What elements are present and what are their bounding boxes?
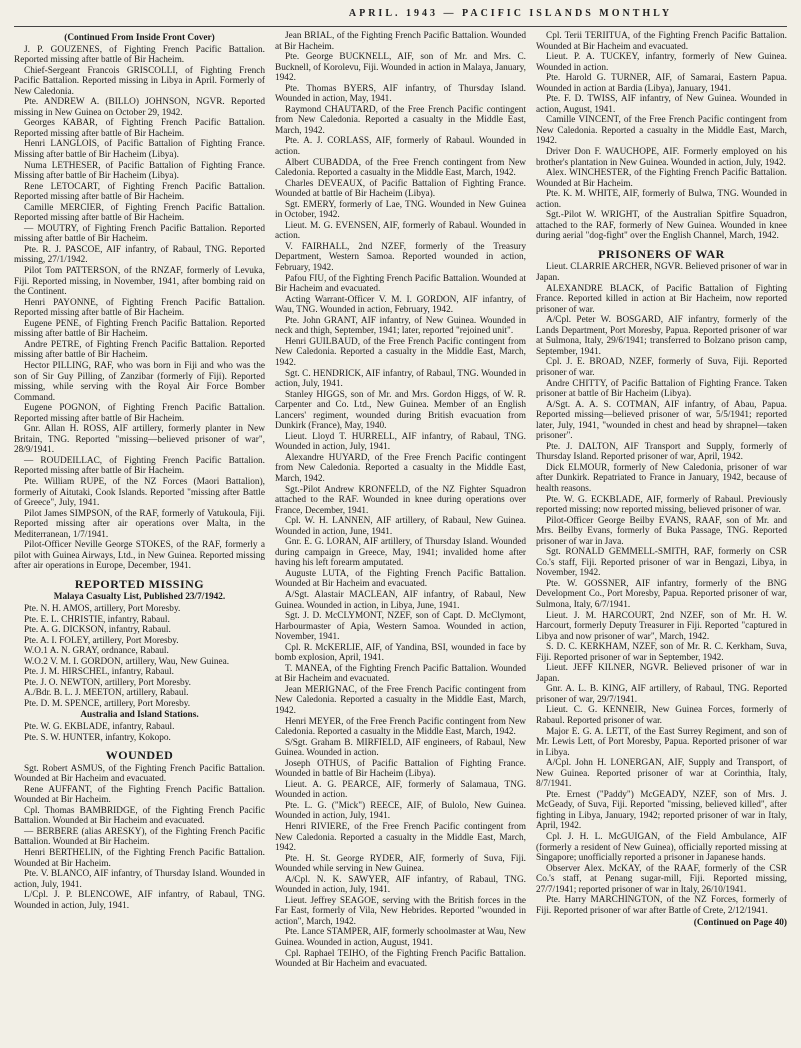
list-entry: Andre CHITTY, of Pacific Battalion of Fighting France. Taken prisoner at battle of Bir Hacheim (Libya).: [536, 378, 787, 400]
list-entry: Acting Warrant-Officer V. M. I. GORDON, AIF infantry, of Wau, TNG. Wounded in action, February, 1942.: [275, 294, 526, 316]
list-entry: Jean MERIGNAC, of the Free French Pacific contingent from New Caledonia. Reported a casualty in the Middle East, March, 1942.: [275, 684, 526, 716]
list-entry: Alexandre HUYARD, of the Free French Pacific contingent from New Caledonia. Reported a casualty in the Middle East, March, 1942.: [275, 452, 526, 484]
list-entry: Cpl. J. E. BROAD, NZEF, formerly of Suva, Fiji. Reported prisoner of war.: [536, 357, 787, 378]
prisoners-of-war-heading: PRISONERS OF WAR: [598, 246, 725, 261]
list-entry: Lieut. A. G. PEARCE, AIF, formerly of Salamaua, TNG. Wounded in action.: [275, 779, 526, 801]
list-entry: Pte. J. DALTON, AIF Transport and Supply, formerly of Thursday Island. Reported prisoner of war, April, 1942.: [536, 441, 787, 463]
list-entry: Pte. W. G. EKBLADE, infantry, Rabaul.: [24, 722, 175, 732]
list-entry: Lieut. P. A. TUCKEY, infantry, formerly of New Guinea. Wounded in action.: [536, 52, 787, 73]
continued-on-note: (Continued on Page 40): [693, 918, 787, 929]
list-entry: Sgt.-Pilot W. WRIGHT, of the Australian Spitfire Squadron, attached to the RAF, formerly of New Guinea. Wounded in knee during aerial "dog-fight" over the English Channel, March, 1942.: [536, 210, 787, 242]
list-entry: Pte. E. L. CHRISTIE, infantry, Rabaul.: [24, 614, 170, 625]
list-entry: A/Cpl. John H. LONERGAN, AIF, Supply and Transport, of New Guinea. Reported prisoner of war at Corinthia, Italy, 8/7/1941.: [536, 758, 787, 790]
list-entry: A./Bdr. B. L. J. MEETON, artillery, Rabaul.: [24, 688, 189, 699]
list-entry: Pte. W. GOSSNER, AIF infantry, formerly of the BNG Development Co., Port Moresby, Papua. Reported prisoner of war, Sulmona, Italy, 6/7/1941.: [536, 578, 787, 610]
column-1: [14, 31, 265, 1041]
list-entry: Sgt. J. D. McCLYMONT, NZEF, son of Capt. D. McClymont, Harbourmaster of Apia, Western Samoa. Wounded in action, November, 1941.: [275, 611, 526, 643]
list-entry: Pte. A. J. CORLASS, AIF, formerly of Rabaul. Wounded in action.: [275, 136, 526, 158]
list-entry: Lieut. Lloyd T. HURRELL, AIF infantry, of Rabaul, TNG. Wounded in action, July, 1941.: [275, 431, 526, 453]
malaya-casualty-heading: Malaya Casualty List, Published 23/7/1942.: [53, 592, 226, 603]
list-entry: Pte. A. G. DICKSON, infantry, Rabaul.: [24, 625, 171, 636]
list-entry: Cpl. Raphael TEIHO, of the Fighting French Pacific Battalion. Wounded at Bir Hacheim and evacuated.: [275, 948, 526, 970]
list-entry: Lieut. Jeffrey SEAGOE, serving with the British forces in the Far East, formerly of Vila, New Hebrides. Reported "wounded in action", March, 1942.: [275, 895, 526, 927]
list-entry: Sgt.-Pilot Andrew KRONFELD, of the NZ Fighter Squadron attached to the RAF. Wounded in knee during operations over France, December, 1941.: [275, 484, 526, 516]
list-entry: Rene LETOCART, of Fighting French Pacific Battalion. Reported missing after battle of Bir Hacheim.: [14, 181, 265, 203]
list-entry: W.O.1 A. N. GRAY, ordnance, Rabaul.: [24, 646, 169, 657]
column-2: [275, 31, 526, 1041]
list-entry: Gnr. A. L. B. KING, AIF artillery, of Rabaul, TNG. Reported prisoner of war, 29/7/1941.: [536, 684, 787, 705]
list-entry: A/Cpl. Peter W. BOSGARD, AIF infantry, formerly of the Lands Department, Port Moresby, Papua. Reported prisoner of war at Sulmona, Italy, 29/6/1941; transferred to Bolzano prison camp, September, 1941.: [536, 315, 787, 357]
list-entry: Lieut. CLARRIE ARCHER, NGVR. Believed prisoner of war in Japan.: [536, 262, 787, 284]
list-entry: — ROUDEILLAC, of Fighting French Pacific Battalion. Reported missing after battle of Bir Hacheim.: [14, 455, 265, 477]
australia-stations-heading: Australia and Island Stations.: [80, 710, 199, 721]
list-entry: Pte. William RUPE, of the NZ Forces (Maori Battalion), formerly of Aitutaki, Cook Islands. Reported "missing after Battle of Greece", July, 1941.: [14, 476, 265, 509]
list-entry: Pte. J. M. HIRSCHEL, infantry, Rabaul.: [24, 667, 174, 678]
list-entry: Henri BERTHELIN, of the Fighting French Pacific Battalion. Wounded at Bir Hacheim.: [14, 848, 265, 869]
list-entry: Eugene POGNON, of Fighting French Pacific Battalion. Reported missing after battle of Bir Hacheim.: [14, 403, 265, 424]
list-entry: Sgt. EMERY, formerly of Lae, TNG. Wounded in New Guinea in October, 1942.: [275, 199, 526, 221]
list-entry: Pte. H. St. George RYDER, AIF, formerly of Suva, Fiji. Wounded while serving in New Guinea.: [275, 853, 526, 875]
list-entry: J. P. GOUZENES, of Fighting French Pacific Battalion. Reported missing after battle of Bir Hacheim.: [14, 44, 265, 66]
list-entry: Sgt. RONALD GEMMELL-SMITH, RAF, formerly on CSR Co.'s staff, Fiji. Reported prisoner of war in Bengazi, Libya, in November, 1942.: [536, 547, 787, 579]
prisoner-entries: [536, 262, 787, 916]
list-entry: A/Sgt. A. A. S. COTMAN, AIF infantry, of Abau, Papua. Reported missing—believed prisoner of war, 5/5/1941; reported later, July, 1941, "wounded in chest and head by shrapnel—taken prisoner".: [536, 399, 787, 442]
list-entry: Cpl. Thomas BAMBRIDGE, of the Fighting French Pacific Battalion. Wounded at Bir Hacheim and evacuated.: [14, 805, 265, 827]
list-entry: Henri MEYER, of the Free French Pacific contingent from New Caledonia. Reported a casualty in the Middle East, March, 1942.: [275, 716, 526, 738]
list-entry: Raymond CHAUTARD, of the Free French Pacific contingent from New Caledonia. Reported a casualty in the Middle East, March, 1942.: [275, 104, 526, 136]
list-entry: Major E. G. A. LETT, of the East Surrey Regiment, and son of Mr. Lewis Lett, of Port Moresby, Papua. Reported prisoner of war in Libya.: [536, 726, 787, 758]
list-entry: Charles DEVEAUX, of Pacific Battalion of Fighting France. Wounded at battle of Bir Hacheim (Libya).: [275, 178, 526, 200]
list-entry: Pte. George BUCKNELL, AIF, son of Mr. and Mrs. C. Bucknell, of Korolevu, Fiji. Wounded in action in Malaya, January, 1942.: [275, 52, 526, 84]
wounded-entries-col3: [536, 31, 787, 242]
list-entry: Pte. W. G. ECKBLADE, AIF, formerly of Rabaul. Previously reported missing; now reported missing, believed prisoner of war.: [536, 494, 787, 516]
wounded-entries-col2: [275, 31, 526, 970]
malaya-entries: [14, 604, 265, 709]
list-entry: Observer Alex. McKAY, of the RAAF, formerly of the CSR Co.'s staff, at Penang sugar-mill, Fiji. Reported missing, 27/7/1941; reported prisoner of war in Italy, 26/10/1941.: [536, 863, 787, 895]
running-header: APRIL. 1943 — PACIFIC ISLANDS MONTHLY: [348, 8, 673, 19]
list-entry: Lieut. JEFF KILNER, NGVR. Believed prisoner of war in Japan.: [536, 663, 787, 684]
list-entry: Stanley HIGGS, son of Mr. and Mrs. Gordon Higgs, of W. R. Carpenter and Co. Ltd., New Guinea. Member of an English Lancers' regiment, wounded during British evacuation from Dunkirk (France), May, 1940.: [275, 389, 526, 432]
list-entry: Henri PAYONNE, of Fighting French Pacific Battalion. Reported missing after battle of Bir Hacheim.: [14, 297, 265, 319]
list-entry: L/Cpl. J. P. BLENCOWE, AIF infantry, of Rabaul, TNG. Wounded in action, July, 1941.: [14, 890, 265, 911]
list-entry: Pte. K. M. WHITE, AIF, formerly of Bulwa, TNG. Wounded in action.: [536, 189, 787, 210]
list-entry: Henri GUILBAUD, of the Free French Pacific contingent from New Caledonia. Reported a casualty in the Middle East, March, 1942.: [275, 336, 526, 368]
list-entry: Pilot Tom PATTERSON, of the RNZAF, formerly of Levuka, Fiji. Reported missing, in November, 1941, after bombing raid on the Continent.: [14, 266, 265, 298]
list-entry: Gnr. Allan H. ROSS, AIF artillery, formerly planter in New Britain, TNG. Reported "missing—believed prisoner of war", 28/9/1941.: [14, 424, 265, 456]
list-entry: Lieut. M. G. EVENSEN, AIF, formerly of Rabaul. Wounded in action.: [275, 220, 526, 242]
list-entry: Cpl. Terii TERIITUA, of the Fighting French Pacific Battalion. Wounded at Bir Hacheim and evacuated.: [536, 31, 787, 52]
list-entry: Chief-Sergeant Francois GRISCOLLI, of Fighting French Pacific Battalion. Reported missing in Libya in April. Formerly of New Caledonia.: [14, 65, 265, 97]
header-rule: [14, 26, 787, 27]
list-entry: Albert CUBADDA, of the Free French contingent from New Caledonia. Reported a casualty in the Middle East, March, 1942.: [275, 157, 526, 179]
list-entry: Gnr. E. G. LORAN, AIF artillery, of Thursday Island. Wounded during campaign in Greece, May, 1941; invalided home after having his left forearm amputated.: [275, 537, 526, 569]
list-entry: Camille VINCENT, of the Free French Pacific contingent from New Caledonia. Reported a casualty in the Middle East, March, 1942.: [536, 115, 787, 147]
list-entry: Sgt. Robert ASMUS, of the Fighting French Pacific Battalion. Wounded at Bir Hacheim and evacuated.: [14, 763, 265, 785]
list-entry: S. D. C. KERKHAM, NZEF, son of Mr. R. C. Kerkham, Suva, Fiji. Reported prisoner of war in September, 1942.: [536, 642, 787, 663]
list-entry: Pte. R. J. PASCOE, AIF infantry, of Rabaul, TNG. Reported missing, 27/1/1942.: [14, 244, 265, 266]
list-entry: Dick ELMOUR, formerly of New Caledonia, prisoner of war after Dunkirk. Repatriated to France in January, 1942, because of health reasons.: [536, 462, 787, 494]
list-entry: Pte. F. D. TWISS, AIF infantry, of New Guinea. Wounded in action, August, 1941.: [536, 94, 787, 115]
list-entry: Pafou FIU, of the Fighting French Pacific Battalion. Wounded at Bir Hacheim and evacuated.: [275, 273, 526, 295]
list-entry: Pilot James SIMPSON, of the RAF, formerly of Vatukoula, Fiji. Reported missing after air operations over Malta, in the Mediterranean, 1/7/1941.: [14, 508, 265, 540]
list-entry: — BERBERE (alias ARESKY), of the Fighting French Pacific Battalion. Wounded at Bir Hacheim.: [14, 826, 265, 848]
list-entry: T. MANEA, of the Fighting French Pacific Battalion. Wounded at Bir Hacheim and evacuated.: [275, 663, 526, 685]
list-entry: Pte. D. M. SPENCE, artillery, Port Moresby.: [24, 698, 191, 709]
list-entry: Lieut. C. G. KENNEIR, New Guinea Forces, formerly of Rabaul. Reported prisoner of war.: [536, 705, 787, 726]
list-entry: Pte. Harry MARCHINGTON, of the NZ Forces, formerly of Fiji. Reported prisoner of war after Battle of Crete, 2/12/1941.: [536, 895, 787, 916]
list-entry: Pilot-Officer Neville George STOKES, of the RAF, formerly a pilot with Guinea Airways, Ltd., in New Guinea. Reported missing after air operations in Europe, December, 1941.: [14, 540, 265, 572]
list-entry: Andre PETRE, of Fighting French Pacific Battalion. Reported missing after battle of Bir Hacheim.: [14, 339, 265, 361]
list-entry: Pte. Harold G. TURNER, AIF, of Samarai, Eastern Papua. Wounded in action at Bardia (Libya), January, 1941.: [536, 73, 787, 94]
list-entry: Georges KABAR, of Fighting French Pacific Battalion. Reported missing after battle of Bir Hacheim.: [14, 118, 265, 139]
list-entry: Pte. V. BLANCO, AIF infantry, of Thursday Island. Wounded in action, July, 1941.: [14, 869, 265, 890]
list-entry: Pte. N. H. AMOS, artillery, Port Moresby.: [24, 603, 181, 614]
list-entry: Pte. ANDREW A. (BILLO) JOHNSON, NGVR. Reported missing in New Guinea on October 29, 1942.: [14, 97, 265, 118]
list-entry: Camille MERCIER, of Fighting French Pacific Battalion. Reported missing after battle of Bir Hacheim.: [14, 202, 265, 224]
list-entry: Henri RIVIERE, of the Free French Pacific contingent from New Caledonia. Reported a casualty in the Middle East, March, 1942.: [275, 822, 526, 854]
reported-missing-heading: REPORTED MISSING: [74, 576, 205, 591]
list-entry: Pte. Ernest ("Paddy") McGEADY, NZEF, son of Mrs. J. McGeady, of Suva, Fiji. Reported "missing, believed killed", after fighting in Libya, January, 1942; reported prisoner of war in Italy, April, 1942.: [536, 789, 787, 832]
column-3: [536, 31, 787, 1041]
list-entry: Pte. A. I. FOLEY, artillery, Port Moresby.: [24, 635, 179, 646]
list-entry: A/Cpl. N. K. SAWYER, AIF infantry, of Rabaul, TNG. Wounded in action, July, 1941.: [275, 874, 526, 896]
list-entry: Cpl. W. H. LANNEN, AIF artillery, of Rabaul, New Guinea. Wounded in action, June, 1941.: [275, 516, 526, 537]
list-entry: ALEXANDRE BLACK, of Pacific Battalion of Fighting France. Reported killed in action at Bir Hacheim, now reported prisoner of war.: [536, 283, 787, 315]
list-entry: — MOUTRY, of Fighting French Pacific Battalion. Reported missing after battle of Bir Hacheim.: [14, 223, 265, 245]
list-entry: Driver Don F. WAUCHOPE, AIF. Formerly employed on his brother's plantation in New Guinea. Wounded in action, July, 1942.: [536, 147, 787, 168]
list-entry: Lieut. J. M. HARCOURT, 2nd NZEF, son of Mr. H. W. Harcourt, formerly Deputy Treasurer in Fiji. Reported "captured in Libya and now prisoner of war", March, 1942.: [536, 610, 787, 642]
list-entry: Cpl. J. H. L. McGUIGAN, of the Field Ambulance, AIF (formerly a resident of New Guinea), officially reported missing at Singapore; unofficially reported a prisoner in Japanese hands.: [536, 832, 787, 864]
list-entry: Pilot-Officer George Beilby EVANS, RAAF, son of Mr. and Mrs. Beilby Evans, formerly of Buka Passage, TNG. Reported prisoner of war in Java.: [536, 515, 787, 547]
list-entry: Pte. Lance STAMPER, AIF, formerly schoolmaster at Wau, New Guinea. Wounded in action, August, 1941.: [275, 927, 526, 949]
list-entry: Jean BRIAL, of the Fighting French Pacific Battalion. Wounded at Bir Hacheim.: [275, 31, 526, 52]
list-entry: Hector PILLING, RAF, who was born in Fiji and who was the son of Sir Guy Pilling, of Zanzibar (formerly of Fiji). Reported missing, while serving with the Royal Air Force Bomber Command.: [14, 360, 265, 403]
missing-entries-continued: [14, 45, 265, 572]
list-entry: Rene AUFFANT, of the Fighting French Pacific Battalion. Wounded at Bir Hacheim.: [14, 784, 265, 806]
list-entry: Henri LANGLOIS, of Pacific Battalion of Fighting France. Missing after battle of Bir Hacheim (Libya).: [14, 139, 265, 161]
list-entry: Eugene PENE, of Fighting French Pacific Battalion. Reported missing after battle of Bir Hacheim.: [14, 318, 265, 340]
list-entry: Alex. WINCHESTER, of the Fighting French Pacific Battalion. Wounded at Bir Hacheim.: [536, 168, 787, 189]
list-entry: S/Sgt. Graham B. MIRFIELD, AIF engineers, of Rabaul, New Guinea. Wounded in action.: [275, 737, 526, 759]
list-entry: Sgt. C. HENDRICK, AIF infantry, of Rabaul, TNG. Wounded in action, July, 1941.: [275, 368, 526, 390]
list-entry: Pte. L. G. ("Mick") REECE, AIF, of Bulolo, New Guinea. Wounded in action, July, 1941.: [275, 800, 526, 822]
list-entry: Pte. S. W. HUNTER, infantry, Kokopo.: [24, 732, 171, 743]
continued-from-note: (Continued From Inside Front Cover): [64, 33, 215, 43]
list-entry: Pte. Thomas BYERS, AIF infantry, of Thursday Island. Wounded in action, May, 1941.: [275, 83, 526, 105]
list-entry: Cpl. R. McKERLIE, AIF, of Yandina, BSI, wounded in face by bomb explosion, April, 1941.: [275, 642, 526, 664]
list-entry: W.O.2 V. M. I. GORDON, artillery, Wau, New Guinea.: [24, 656, 230, 667]
wounded-heading: WOUNDED: [105, 748, 174, 763]
three-column-body: [14, 31, 787, 1041]
list-entry: Numa LETHESER, of Pacific Battalion of Fighting France. Missing after battle of Bir Hacheim (Libya).: [14, 160, 265, 182]
wounded-entries-col1: [14, 764, 265, 912]
australia-entries: [14, 722, 265, 743]
list-entry: A/Sgt. Alastair MACLEAN, AIF infantry, of Rabaul, New Guinea. Wounded in action, in Libya, June, 1941.: [275, 589, 526, 611]
list-entry: Pte. J. O. NEWTON, artillery, Port Moresby.: [24, 677, 191, 688]
list-entry: Joseph OTHUS, of Pacific Battalion of Fighting France. Wounded in battle of Bir Hacheim (Libya).: [275, 758, 526, 780]
list-entry: Auguste LUTA, of the Fighting French Pacific Battalion. Wounded at Bir Hacheim and evacuated.: [275, 568, 526, 590]
list-entry: Pte. John GRANT, AIF infantry, of New Guinea. Wounded in neck and thigh, September, 1941; later, reported "rejoined unit".: [275, 315, 526, 337]
list-entry: V. FAIRHALL, 2nd NZEF, formerly of the Treasury Department, Western Samoa. Reported wounded in action, February, 1942.: [275, 241, 526, 274]
